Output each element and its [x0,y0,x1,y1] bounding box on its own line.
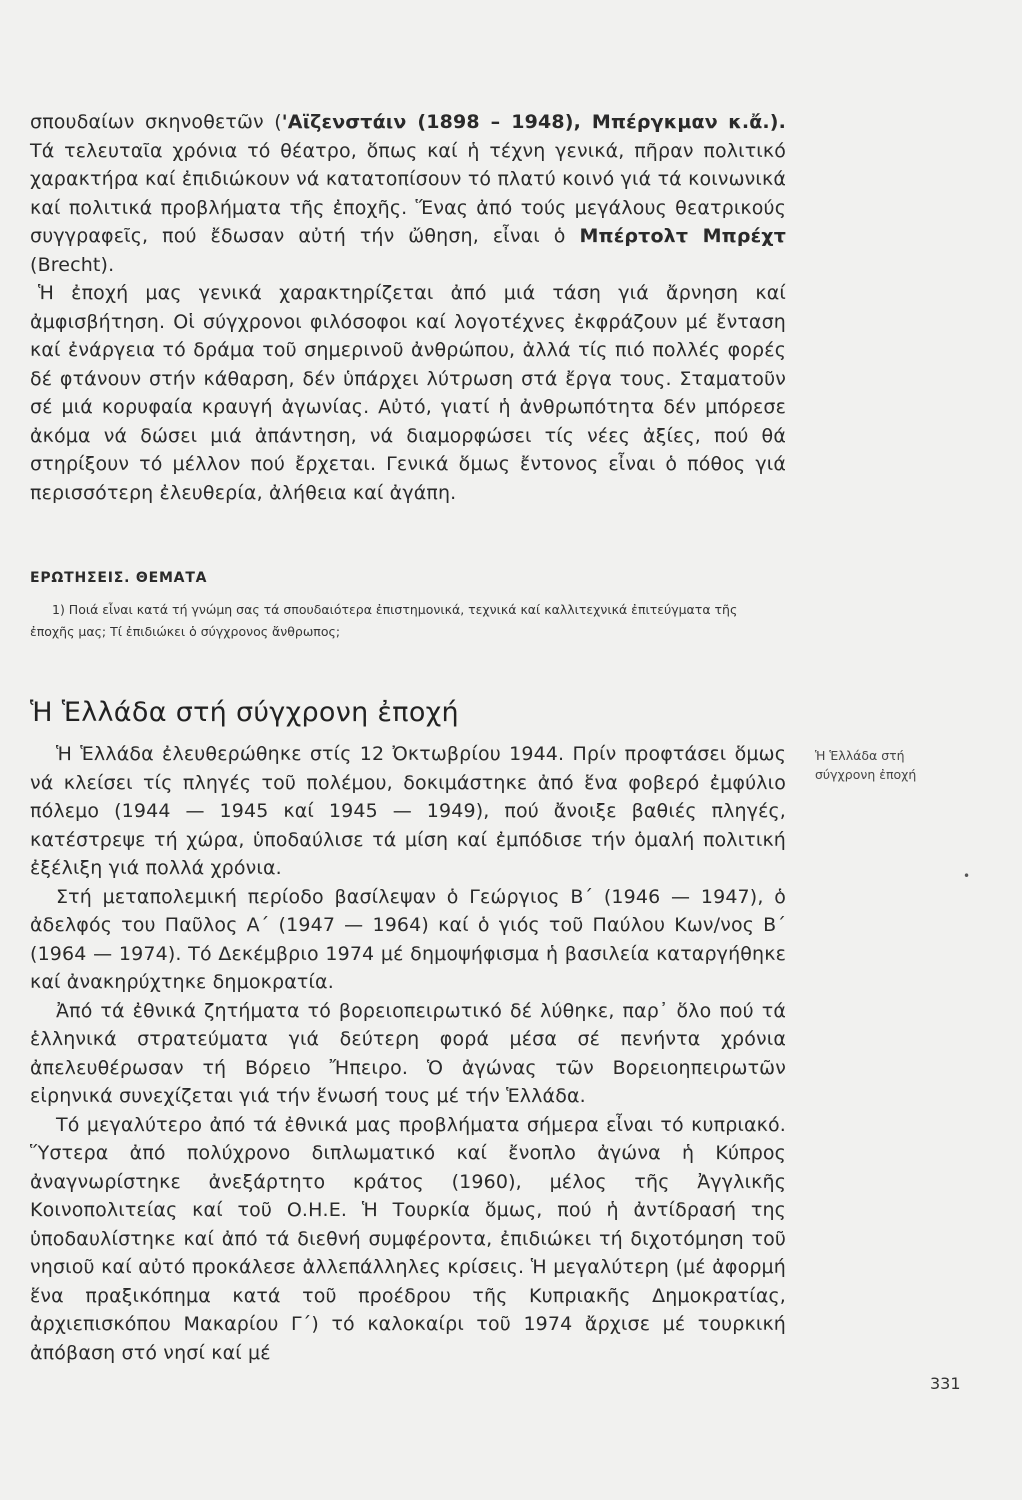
margin-note: Ἡ Ἑλλάδα στή σύγχρονη ἐποχή [815,748,917,782]
bullet-mark: • [963,869,971,883]
questions-heading: ΕΡΩΤΗΣΕΙΣ. ΘΕΜΑΤΑ [30,570,208,586]
section-text [30,740,786,1367]
intro-text-end: (Brecht). [30,253,115,276]
section-paragraph-2: Στή μεταπολεμική περίοδο βασίλεψαν ὁ Γεώργιος Β΄ (1946 — 1947), ὁ ἀδελφός του Παῦλος Α΄ (1947 — 1964) καί ὁ γιός τοῦ Παύλου Κων/νος Β΄ (1964 — 1974). Τό Δεκέμβριο 1974 μέ δημοψήφισμα ἡ βασιλεία καταργήθηκε καί ἀνακηρύχτηκε δημοκρατία. [30,885,786,993]
intro-paragraph-2: Ἡ ἐποχή μας γενικά χαρακτηρίζεται ἀπό μιά τάση γιά ἄρνηση καί ἀμφισβήτηση. Οἱ σύγχρονοι φιλόσοφοι καί λογοτέχνες ἐκφράζουν μέ ἔνταση καί ἐνάργεια τό δράμα τοῦ σημερινοῦ ἀνθρώπου, ἀλλά τίς πιό πολλές φορές δέ φτάνουν στήν κάθαρση, δέν ὑπάρχει λύτρωση στά ἔργα τους. Σταματοῦν σέ μιά κορυφαία κραυγή ἀγωνίας. Αὐτό, γιατί ἡ ἀνθρωπότητα δέν μπόρεσε ἀκόμα νά δώσει μιά ἀπάντηση, νά διαμορφώσει τίς νέες ἀξίες, πού θά στηρίξουν τό μέλλον πού ἔρχεται. Γενικά ὅμως ἔντονος εἶναι ὁ πόθος γιά περισσότερη ἐλευθερία, ἀλήθεια καί ἀγάπη. [30,282,786,504]
section-title: Ἡ Ἑλλάδα στή σύγχρονη ἐποχή [30,697,459,728]
intro-text-start: σπουδαίων σκηνοθετῶν ( [30,111,282,133]
intro-text [30,108,786,507]
question-1: 1) Ποιά εἶναι κατά τή γνώμη σας τά σπουδαιότερα ἐπιστημονικά, τεχνικά καί καλλιτεχνικά ἐπιτεύγματα τῆς ἐποχῆς μας; Τί ἐπιδιώκει ὁ σύγχρονος ἄνθρωπος; [30,602,738,639]
section-paragraph-3: Ἀπό τά ἐθνικά ζητήματα τό βορειοπειρωτικό δέ λύθηκε, παρ᾽ ὅλο πού τά ἑλληνικά στρατεύματα γιά δεύτερη φορά μέσα σέ πενήντα χρόνια ἀπελευθέρωσαν τή Βόρειο Ἤπειρο. Ὁ ἀγώνας τῶν Βορειοηπειρωτῶν εἰρηνικά συνεχίζεται γιά τήν ἕνωσή τους μέ τήν Ἑλλάδα. [30,999,786,1107]
bold-brecht: Μπέρτολτ Μπρέχτ [579,225,786,247]
section-paragraph-4: Τό μεγαλύτερο ἀπό τά ἐθνικά μας προβλήματα σήμερα εἶναι τό κυπριακό. Ὕστερα ἀπό πολύχρονο διπλωματικό καί ἔνοπλο ἀγώνα ἡ Κύπρος ἀναγνωρίστηκε ἀνεξάρτητο κράτος (1960), μέλος τῆς Ἀγγλικῆς Κοινοπολιτείας καί τοῦ Ο.Η.Ε. Ἡ Τουρκία ὅμως, πού ἡ ἀντίδρασή της ὑποδαυλίστηκε καί ἀπό τά διεθνή συμφέροντα, ἐπιδιώκει τή διχοτόμηση τοῦ νησιοῦ καί αὐτό προκάλεσε ἀλλεπάλληλες κρίσεις. Ἡ μεγαλύτερη (μέ ἀφορμή ἕνα πραξικόπημα κατά τοῦ προέδρου τῆς Κυπριακῆς Δημοκρατίας, ἀρχιεπισκόπου Μακαρίου Γ΄) τό καλοκαίρι τοῦ 1974 ἄρχισε μέ τουρκική ἀπόβαση στό νησί καί μέ [30,1113,786,1364]
bold-names-2: κ.ἄ.). [728,111,786,133]
page-number: 331 [930,1374,961,1393]
intro-text-middle: Τά τελευταῖα χρόνια τό θέατρο, ὅπως καί ἡ τέχνη γενικά, πῆραν πολιτικό χαρακτήρα καί ἐπιδιώκουν νά κατατοπίσουν τό πλατύ κοινό γιά τά κοινωνικά καί πολιτικά προβλήματα τῆς ἐποχῆς. Ἕνας ἀπό τούς μεγάλους θεατρικούς συγγραφεῖς, πού ἔδωσαν αὐτή τήν ὤθηση, εἶναι ὁ [30,139,786,247]
section-paragraph-1: Ἡ Ἑλλάδα ἐλευθερώθηκε στίς 12 Ὀκτωβρίου 1944. Πρίν προφτάσει ὅμως νά κλείσει τίς πληγές τοῦ πολέμου, δοκιμάστηκε ἀπό ἕνα φοβερό ἐμφύλιο πόλεμο (1944 — 1945 καί 1945 — 1949), πού ἄνοιξε βαθιές πληγές, κατέστρεψε τή χώρα, ὑποδαύλισε τά μίση καί ἐμπόδισε τήν ὁμαλή πολιτική ἐξέλιξη γιά πολλά χρόνια. [30,743,786,879]
intro-paragraph-1 [30,108,786,279]
bold-names-1: 'Αϊζενστάιν (1898 – 1948), Μπέργκμαν [281,111,718,133]
